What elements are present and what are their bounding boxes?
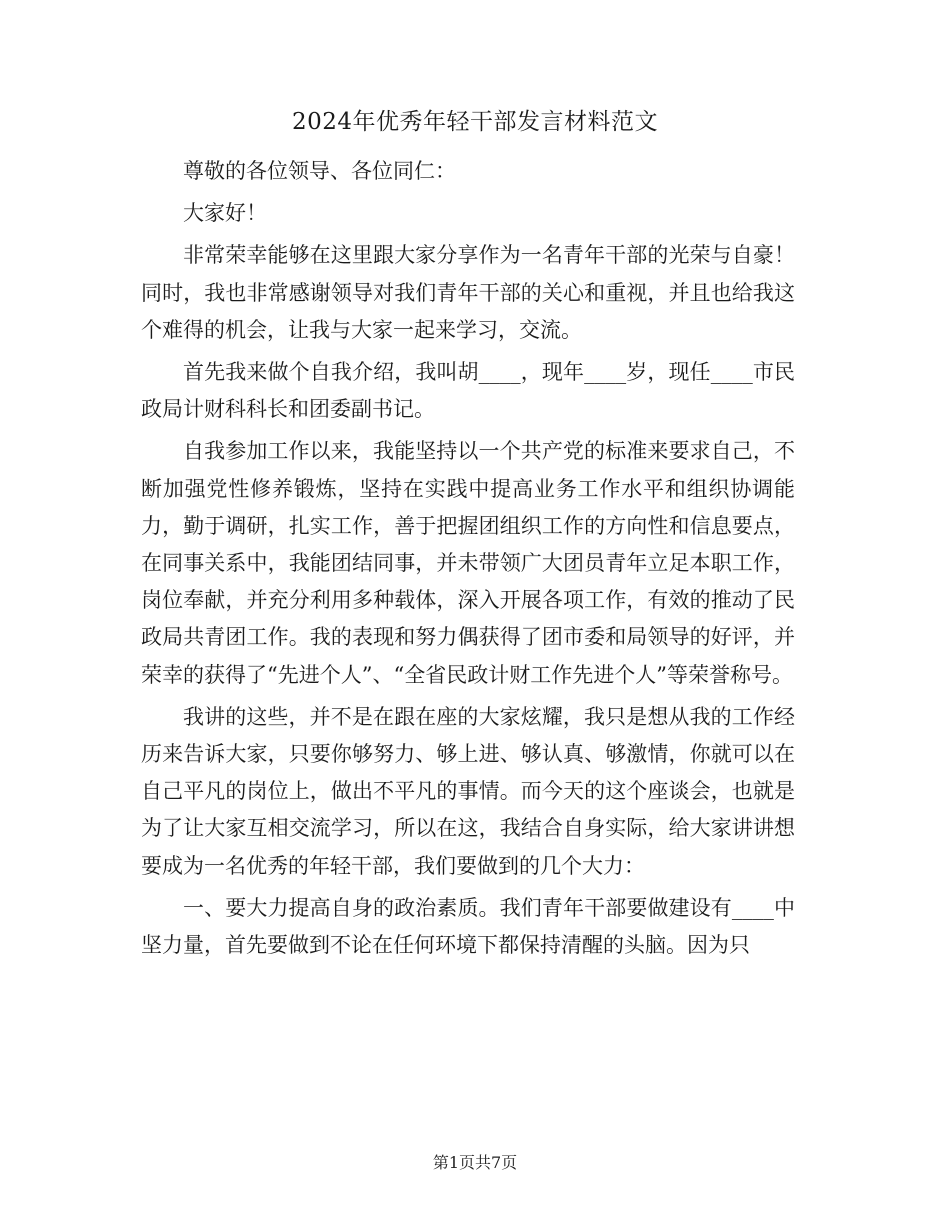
paragraph-greeting: 大家好！ xyxy=(183,201,267,226)
paragraph-point-one: 一、要大力提高自身的政治素质。我们青年干部要做建设有____中坚力量，首先要做到不论在任何环境下都保持清醒的头脑。因为只 xyxy=(141,895,795,958)
document-title: 2024年优秀年轻干部发言材料范文 xyxy=(291,109,659,135)
page-number-footer: 第1页共7页 xyxy=(432,1153,518,1172)
paragraph-salutation: 尊敬的各位领导、各位同仁： xyxy=(183,159,456,183)
document-body xyxy=(141,153,795,969)
paragraph-work-experience: 自我参加工作以来，我能坚持以一个共产党的标准来要求自己，不断加强党性修养锻炼，坚持在实践中提高业务工作水平和组织协调能力，勤于调研，扎实工作，善于把握团组织工作的方向性和信息要点，在同事关系中，我能团结同事，并未带领广大团员青年立足本职工作，岗位奉献，并充分利用多种载体，深入开展各项工作，有效的推动了民政局共青团工作。我的表现和努力偶获得了团市委和局领导的好评，并荣幸的获得了“先进个人”、“全省民政计财工作先进个人”等荣誉称号。 xyxy=(141,439,795,687)
paragraph-sharing: 我讲的这些，并不是在跟在座的大家炫耀，我只是想从我的工作经历来告诉大家，只要你够努力、够上进、够认真、够激情，你就可以在自己平凡的岗位上，做出不平凡的事情。而今天的这个座谈会，也就是为了让大家互相交流学习，所以在这，我结合自身实际，给大家讲讲想要成为一名优秀的年轻干部，我们要做到的几个大力： xyxy=(141,704,795,878)
paragraph-self-introduction: 首先我来做个自我介绍，我叫胡____，现年____岁，现任____市民政局计财科科长和团委副书记。 xyxy=(141,360,795,422)
paragraph-intro: 非常荣幸能够在这里跟大家分享作为一名青年干部的光荣与自豪！同时，我也非常感谢领导对我们青年干部的关心和重视，并且也给我这个难得的机会，让我与大家一起来学习，交流。 xyxy=(141,243,795,342)
